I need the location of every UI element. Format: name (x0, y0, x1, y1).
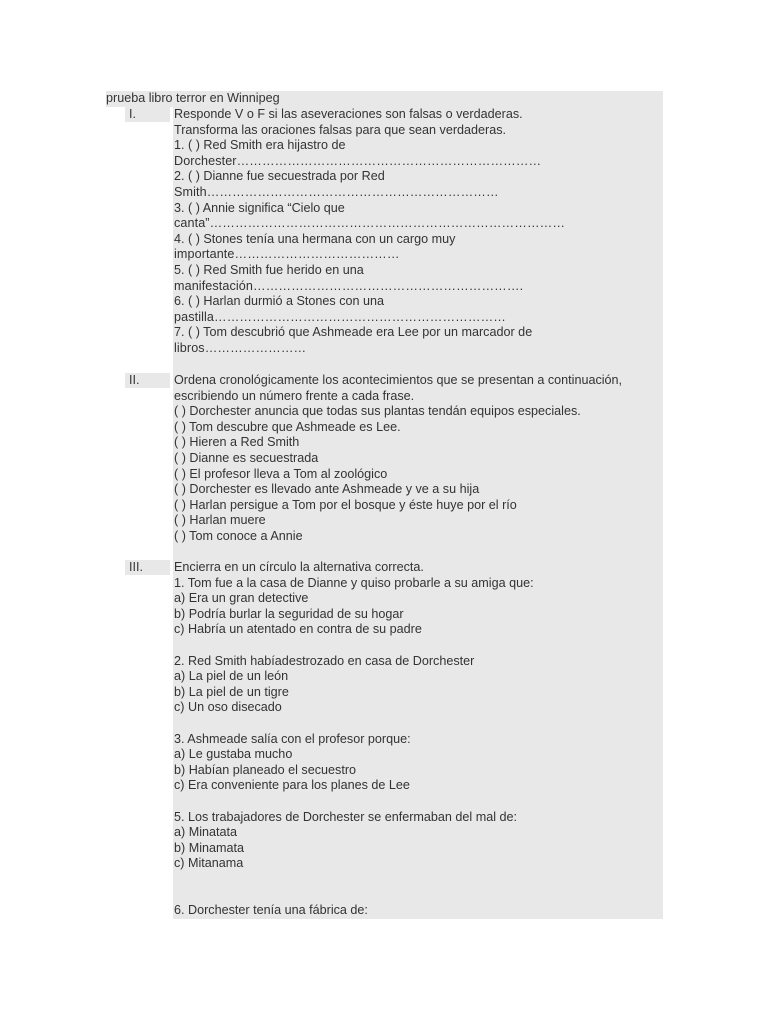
section-line: canta”………………………………………………………………………… (174, 216, 566, 231)
answer-option: b) Habían planeado el secuestro (174, 762, 357, 777)
question: 6. ( ) Harlan durmió a Stones con una (174, 294, 385, 309)
ordering-item: ( ) Harlan muere (174, 513, 266, 528)
section-line: Transforma las oraciones falsas para que sean verdaderas. (174, 122, 507, 137)
question: 6. Dorchester tenía una fábrica de: (174, 903, 368, 918)
answer-option: c) Era conveniente para los planes de Lee (174, 778, 410, 793)
question: 5. ( ) Red Smith fue herido en una (174, 263, 364, 277)
ordering-item: ( ) Hieren a Red Smith (174, 435, 300, 450)
section-instruction: Responde V o F si las aseveraciones son falsas o verdaderas. (174, 107, 523, 121)
answer-option: a) Le gustaba mucho (174, 747, 293, 762)
answer-option: c) Mitanama (174, 856, 244, 871)
answer-option: a) La piel de un león (174, 669, 289, 684)
document-title: prueba libro terror en Winnipeg (106, 91, 280, 105)
question: 4. ( ) Stones tenía una hermana con un cargo muy (174, 231, 456, 246)
section-line: Smith…………………………………………………………… (174, 185, 499, 199)
ordering-item: ( ) Harlan persigue a Tom por el bosque y éste huye por el río (174, 497, 517, 512)
ordering-item: ( ) Dianne es secuestrada (174, 451, 319, 465)
section-line: libros…………………… (174, 341, 307, 355)
answer-option: a) Minatata (174, 825, 237, 840)
question: 5. Los trabajadores de Dorchester se enfermaban del mal de: (174, 809, 518, 824)
question: 2. ( ) Dianne fue secuestrada por Red (174, 169, 385, 184)
section-instruction: Encierra en un círculo la alternativa correcta. (174, 560, 424, 574)
answer-option: a) Era un gran detective (174, 591, 309, 606)
answer-option: c) Habría un atentado en contra de su padre (174, 622, 422, 637)
question: 2. Red Smith habíadestrozado en casa de Dorchester (174, 653, 475, 668)
ordering-item: ( ) Dorchester anuncia que todas sus plantas tendán equipos especiales. (174, 404, 581, 419)
ordering-item: ( ) Tom descubre que Ashmeade es Lee. (174, 419, 401, 434)
section-number: I. (129, 107, 136, 121)
question: 3. Ashmeade salía con el profesor porque: (174, 731, 411, 746)
section-line: pastilla…………………………………………………………… (174, 309, 506, 324)
section-line: importante………………………………… (174, 247, 400, 262)
question: 1. ( ) Red Smith era hijastro de (174, 138, 346, 153)
ordering-item: ( ) Dorchester es llevado ante Ashmeade y ve a su hija (174, 482, 480, 497)
answer-option: c) Un oso disecado (174, 700, 282, 715)
section-number: II. (129, 373, 140, 387)
question: 3. ( ) Annie significa “Cielo que (174, 200, 345, 215)
ordering-item: ( ) El profesor lleva a Tom al zoológico (174, 466, 388, 481)
section-line: escribiendo un número frente a cada frase. (174, 388, 415, 403)
ordering-item: ( ) Tom conoce a Annie (174, 529, 303, 543)
section-number: III. (129, 560, 143, 574)
answer-option: b) La piel de un tigre (174, 684, 289, 699)
section-line: manifestación………………………………………………………. (174, 278, 524, 293)
answer-option: b) Minamata (174, 840, 244, 855)
section-instruction: Ordena cronológicamente los acontecimientos que se presentan a continuación, (174, 373, 623, 387)
question: 1. Tom fue a la casa de Dianne y quiso probarle a su amiga que: (174, 575, 534, 590)
question: 7. ( ) Tom descubrió que Ashmeade era Lee por un marcador de (174, 325, 533, 340)
answer-option: b) Podría burlar la seguridad de su hogar (174, 606, 404, 621)
section-line: Dorchester……………………………………………………………… (174, 153, 542, 168)
